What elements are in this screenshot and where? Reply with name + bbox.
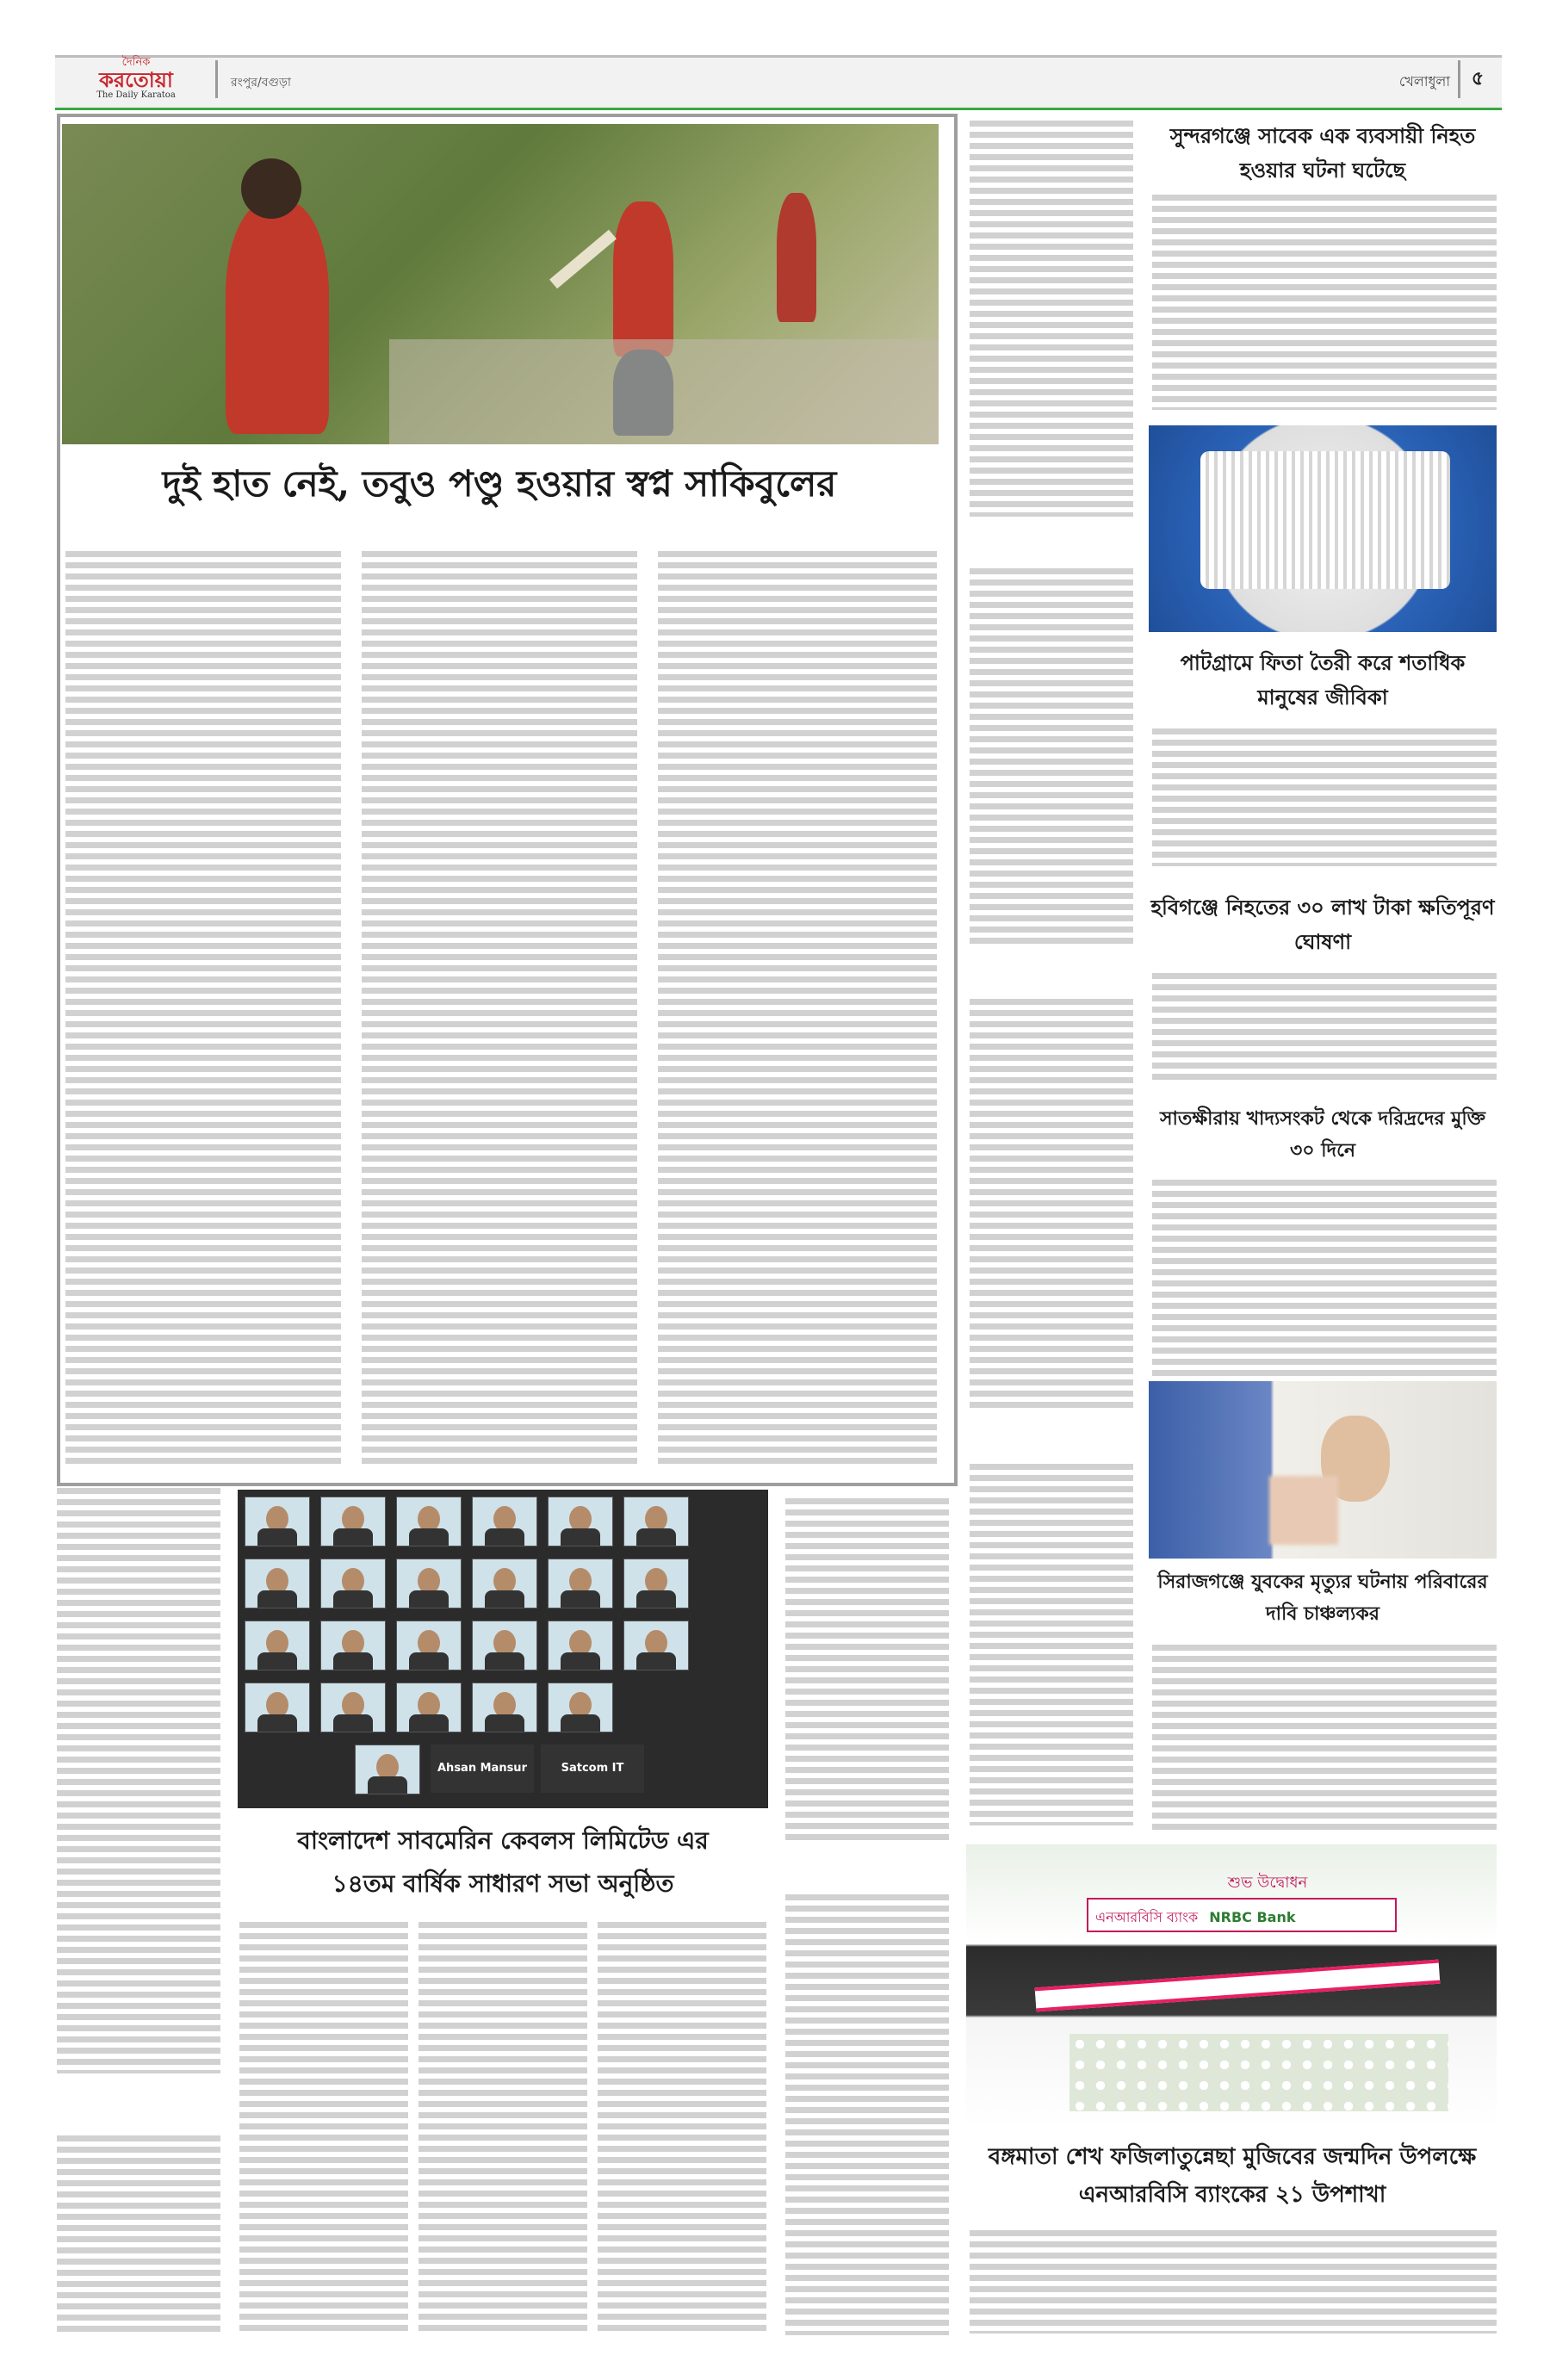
- right-story-4-text: [1152, 1180, 1497, 1378]
- right-story-3-text: [1152, 973, 1497, 1085]
- bank-short-name: NRBC Bank: [1209, 1909, 1296, 1925]
- participant-tile: [548, 1497, 613, 1546]
- lead-story-text-column-3: [658, 551, 937, 1464]
- participant-tile: [355, 1745, 420, 1794]
- middle-column-text-4: [970, 1464, 1133, 1825]
- virtual-meeting-photo: [238, 1490, 768, 1808]
- bank-name: এনআরবিসি ব্যাংক: [1095, 1909, 1199, 1925]
- right-story-1-headline: সুন্দরগঞ্জে সাবেক এক ব্যবসায়ী নিহত হওয়ার ঘটনা ঘটেছে: [1169, 123, 1476, 183]
- thread-bundles: [1200, 451, 1450, 589]
- participant-tile: [548, 1559, 613, 1608]
- participant-tile: [548, 1621, 613, 1670]
- participant-tile: [472, 1683, 537, 1732]
- participant-tile: [320, 1621, 386, 1670]
- lead-story-text-column-2: [362, 551, 637, 1464]
- lead-story-text-column-1: [65, 551, 341, 1464]
- ribbon-banner-top: শুভ উদ্বোধন: [1227, 1874, 1308, 1892]
- right-story-6-headline: বঙ্গমাতা শেখ ফজিলাতুন্নেছা মুজিবের জন্মদিন উপলক্ষে এনআরবিসি ব্যাংকের ২১ উপশাখা: [988, 2144, 1477, 2208]
- participant-tile: [245, 1559, 310, 1608]
- middle-column-text-3: [970, 999, 1133, 1412]
- participant-name-tile: Satcom IT: [541, 1745, 644, 1793]
- participant-tile: [623, 1559, 689, 1608]
- logo-title-en: The Daily Karatoa: [96, 90, 176, 100]
- right-story-5-headline: সিরাজগঞ্জে যুবকের মৃত্যুর ঘটনায় পরিবারের দাবি চাঞ্চল্যকর: [1157, 1571, 1488, 1625]
- meeting-story-headline-line2: ১৪তম বার্ষিক সাধারণ সভা অনুষ্ঠিত: [332, 1869, 674, 1898]
- participant-tile: [245, 1497, 310, 1546]
- participant-tile: [472, 1621, 537, 1670]
- boy-head: [241, 158, 301, 219]
- cricket-bat: [549, 230, 617, 289]
- meeting-story-headline-line1: বাংলাদেশ সাবমেরিন কেবলস লিমিটেড এর: [297, 1826, 709, 1855]
- participant-tile: [320, 1497, 386, 1546]
- right-story-5-text: [1152, 1645, 1497, 1834]
- lead-story-photo: [62, 124, 939, 444]
- section-label: খেলাধুলা: [1398, 73, 1450, 90]
- blurred-area: [1269, 1476, 1338, 1545]
- middle-column-text-2: [970, 568, 1133, 947]
- participant-tile: [245, 1621, 310, 1670]
- right-story-6-text: [970, 2230, 1497, 2334]
- right-story-3-headline: হবিগঞ্জে নিহতের ৩০ লাখ টাকা ক্ষতিপূরণ ঘোষণা: [1150, 895, 1495, 954]
- participant-name-tile: Ahsan Mansur: [431, 1745, 534, 1793]
- newspaper-logo: [67, 57, 205, 102]
- center-narrow-column-text-1: [785, 1498, 949, 1843]
- road: [389, 339, 939, 444]
- participant-tile: [623, 1497, 689, 1546]
- bottom-left-column-text-1: [57, 1488, 220, 2073]
- thread-photo: [1149, 425, 1497, 632]
- participant-tile: [396, 1559, 462, 1608]
- ribbon-cutting-photo: [966, 1844, 1497, 2129]
- lead-story-headline: দুই হাত নেই, তবুও পণ্ডু হওয়ার স্বপ্ন সাকিবুলের: [162, 462, 837, 505]
- participant-tile: [245, 1683, 310, 1732]
- fielder-figure: [777, 193, 816, 322]
- participant-tile: [320, 1683, 386, 1732]
- center-narrow-column-text-2: [785, 1894, 949, 2335]
- right-story-2-text: [1152, 728, 1497, 866]
- bottom-left-column-text-2: [57, 2135, 220, 2334]
- participant-tile: [548, 1683, 613, 1732]
- participant-tile: [472, 1559, 537, 1608]
- hospital-photo: [1149, 1381, 1497, 1559]
- participant-tile: [472, 1497, 537, 1546]
- participant-tile: [396, 1621, 462, 1670]
- middle-column-text-1: [970, 121, 1133, 517]
- meeting-story-text-column-1: [239, 1922, 408, 2335]
- participant-tile: [396, 1497, 462, 1546]
- meeting-story-text-column-3: [598, 1922, 766, 2335]
- meeting-story-text-column-2: [418, 1922, 587, 2335]
- logo-title: করতোয়া: [99, 67, 173, 92]
- logo-small-title: দৈনিক: [121, 56, 151, 69]
- right-story-1-text: [1152, 195, 1497, 410]
- flowers: [1070, 2034, 1448, 2111]
- masthead-divider: [215, 60, 218, 98]
- right-story-4-headline: সাতক্ষীরায় খাদ্যসংকট থেকে দরিদ্রদের মুক্তি ৩০ দিনে: [1159, 1107, 1486, 1162]
- participant-tile: [320, 1559, 386, 1608]
- batter-figure: [613, 201, 673, 356]
- masthead-date-line: রংপুর/বগুড়া: [231, 76, 291, 90]
- ribbon: [1035, 1960, 1441, 2012]
- right-story-2-headline: পাটগ্রামে ফিতা তৈরী করে শতাধিক মানুষের জীবিকা: [1180, 650, 1466, 710]
- participant-tile: [396, 1683, 462, 1732]
- boy-figure: [226, 201, 329, 434]
- participant-tile: [623, 1621, 689, 1670]
- page-number: ৫: [1458, 60, 1495, 98]
- bank-name-sign: [1087, 1898, 1397, 1932]
